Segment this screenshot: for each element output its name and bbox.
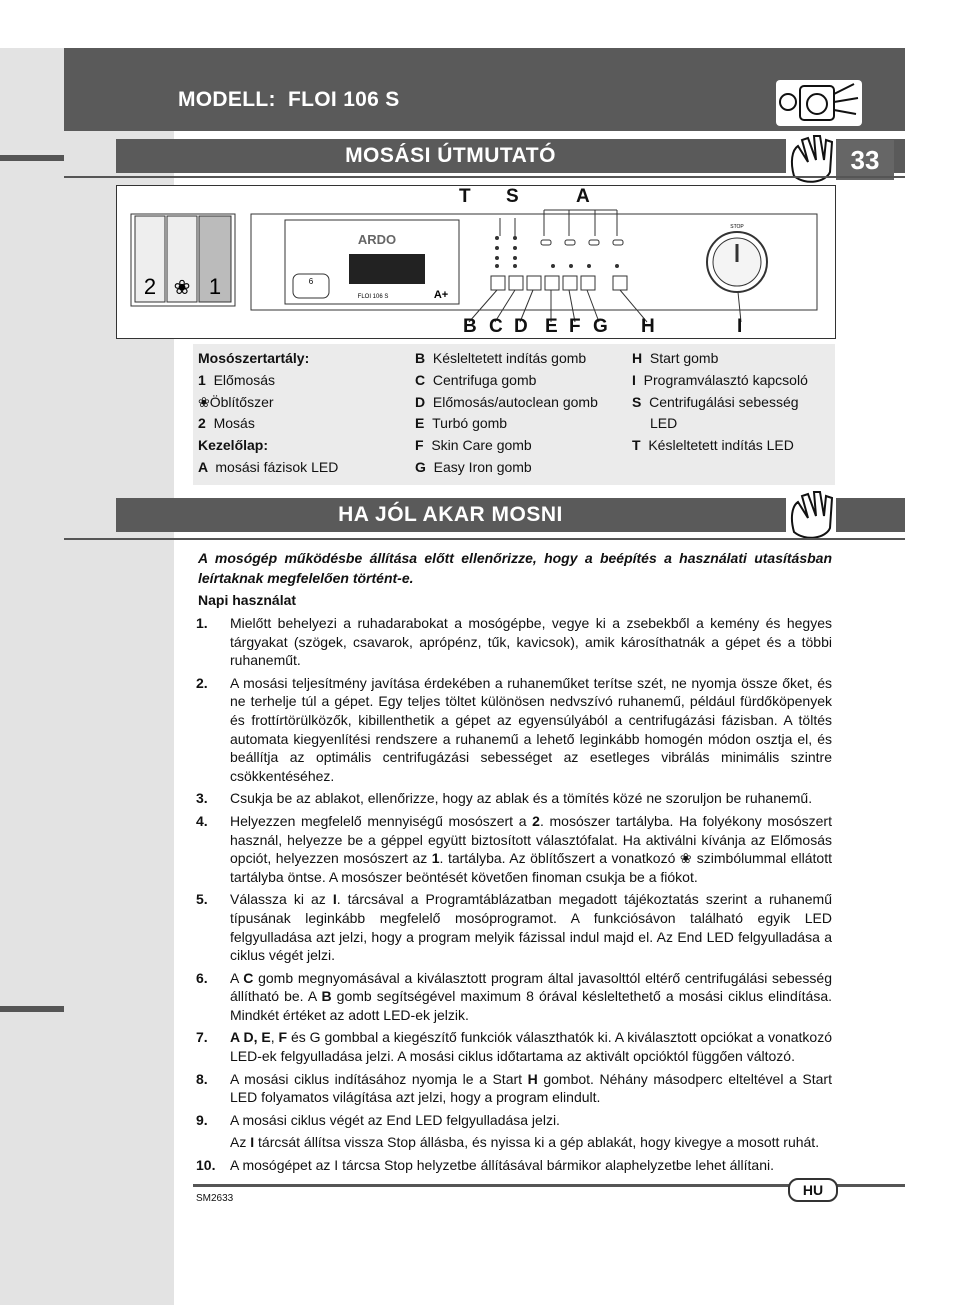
- step-number: 5.: [196, 891, 208, 908]
- margin-tick: [0, 155, 64, 161]
- legend-key: 2: [198, 415, 214, 432]
- legend-item: [198, 348, 338, 370]
- legend-key: F: [415, 437, 432, 454]
- legend-column-2: [415, 348, 598, 479]
- step-number: 6.: [196, 969, 208, 986]
- step-text: A mosási ciklus végét az End LED felgyulladása jelzi.: [230, 1111, 560, 1128]
- list-item: [196, 1133, 832, 1152]
- panel-label-h: H: [641, 316, 655, 337]
- legend-item: [415, 348, 598, 370]
- legend-text: Start gomb: [649, 350, 719, 366]
- legend-key: D: [415, 393, 433, 410]
- panel-label-g: G: [593, 316, 608, 337]
- intro-text: A mosógép működésbe állítása előtt ellenőrizze, hogy a beépítés a használati utasításban leírtaknak megfelelően történt-e.: [198, 550, 832, 586]
- legend-item: [632, 413, 808, 435]
- panel-label-i: I: [737, 316, 743, 337]
- section-title: HA JÓL AKAR MOSNI: [338, 503, 563, 526]
- legend-item: [632, 435, 808, 457]
- svg-text:6: 6: [308, 277, 314, 286]
- list-item: [196, 789, 832, 808]
- step-number: 9.: [196, 1111, 208, 1128]
- legend-key: G: [415, 458, 434, 475]
- divider: [64, 538, 905, 540]
- step-number: 3.: [196, 790, 208, 807]
- panel-label-d: D: [514, 316, 528, 337]
- legend-text: Programválasztó kapcsoló: [643, 371, 808, 388]
- step-number: 1.: [196, 615, 208, 631]
- legend-item: [415, 392, 598, 414]
- legend-text: Késleltetett indítás gomb: [432, 350, 587, 366]
- legend-item: [198, 370, 338, 392]
- panel-label-b: B: [463, 316, 477, 337]
- legend-text: Mosás: [213, 415, 255, 432]
- step-number: 8.: [196, 1070, 208, 1087]
- panel-label-s: S: [506, 186, 519, 207]
- step-number: 2.: [196, 674, 208, 691]
- hand-icon: [786, 488, 836, 542]
- legend-key: H: [632, 350, 650, 366]
- step-number: 7.: [196, 1029, 208, 1046]
- legend-text: Turbó gomb: [432, 415, 508, 432]
- dial-stop-label: STOP: [730, 224, 744, 230]
- legend-item: [198, 457, 338, 479]
- panel-label-a: A: [576, 186, 590, 207]
- legend-text: Easy Iron gomb: [433, 458, 532, 475]
- flower-icon: ❀: [198, 393, 210, 410]
- legend-text: Késleltetett indítás LED: [648, 437, 794, 454]
- page-number: 33: [836, 140, 894, 180]
- step-text: Helyezzen megfelelő mennyiségű mosószert a 2. mosószer tartályba. Ha folyékony mosószert használ, helyezze be a géppel együtt biztosított választófalat. Ha aktiválni kívánja az Előmosás opciót, helyezzen mosószert az 1. tartályba. Az öblítőszert a vonatkozó ❀ szimbólummal ellátott tartályba öntse. A mosószer beöntését követően finoman csukja be a fiókot.: [230, 812, 832, 885]
- legend-item: [198, 413, 338, 435]
- panel-label-e: E: [545, 316, 558, 337]
- legend-key: A: [198, 458, 216, 475]
- legend-key: S: [632, 393, 650, 410]
- legend-item: [198, 435, 338, 457]
- legend-item: [415, 413, 598, 435]
- legend-key: C: [415, 371, 433, 388]
- legend-key: I: [632, 371, 644, 388]
- legend-key: E: [415, 415, 433, 432]
- legend-item: [415, 435, 598, 457]
- steps-list: [196, 614, 832, 1179]
- legend-key: B: [415, 350, 433, 366]
- legend-text: Öblítőszer: [209, 393, 274, 410]
- step-number: 10.: [196, 1157, 216, 1174]
- list-item: [196, 1111, 832, 1130]
- legend-text: Skin Care gomb: [431, 437, 532, 454]
- list-item: [196, 674, 832, 786]
- legend-item: [415, 370, 598, 392]
- legend-text: Mosószertartály:: [198, 350, 310, 366]
- drawer-label-1: 1: [208, 274, 222, 299]
- step-text: A mosógépet az I tárcsa Stop helyzetbe állításával bármikor alaphelyzetbe lehet állítani.: [230, 1157, 774, 1174]
- section-title: MOSÁSI ÚTMUTATÓ: [345, 144, 556, 167]
- legend-text: Kezelőlap:: [198, 437, 269, 454]
- step-text: Válassza ki az I. tárcsával a Programtáblázatban megadott tájékoztatás szerint a ruhanemű típusának leginkább megfelelő mosóprogramot. A funkciósávon található egyik LED felgyulladása azt jelzi, hogy a program melyik fázissal indul majd el. Az End LED felgyulladása a ciklus végét jelzi.: [230, 891, 832, 964]
- legend-text: Centrifugálási sebesség: [649, 393, 799, 410]
- legend-item: [632, 370, 808, 392]
- list-item: [196, 1028, 832, 1065]
- margin-tick: [0, 1006, 64, 1012]
- document-code: SM2633: [196, 1193, 234, 1204]
- model-title: MODELL: FLOI 106 S: [178, 88, 400, 111]
- panel-label-c: C: [489, 316, 503, 337]
- list-item: [196, 1070, 832, 1107]
- legend-text: Előmosás/autoclean gomb: [432, 393, 598, 410]
- language-badge: HU: [788, 1178, 838, 1202]
- legend-column-1: [198, 348, 338, 479]
- step-number: 4.: [196, 812, 208, 829]
- divider: [64, 176, 905, 178]
- legend-text: Centrifuga gomb: [432, 371, 537, 388]
- step-number: [196, 1133, 230, 1152]
- step-text: A C gomb megnyomásával a kiválasztott program által javasolttól eltérő centrifugálási sebesség állítható be. A B gomb segítségével maximum 8 órával késleltethető a mosási ciklus elindítása. Mindkét értéket az adott LED-ek jelzik.: [230, 969, 832, 1023]
- legend-key: T: [632, 437, 649, 454]
- list-item: [196, 812, 832, 886]
- legend-key: 1: [198, 371, 214, 388]
- legend-text: mosási fázisok LED: [215, 458, 339, 475]
- legend-text: Előmosás: [213, 371, 276, 388]
- step-text: A D, E, F és G gombbal a kiegészítő funkciók választhatók ki. A kiválasztott opciókat a vonatkozó LED-ek felgyulladása jelzi. A mosási ciklus időtartama az aktivált opcióktól függően változó.: [230, 1029, 832, 1065]
- list-item: [196, 614, 832, 670]
- step-text: Mielőtt behelyezi a ruhadarabokat a mosógépbe, vegye ki a zsebekből a kemény és hegyes tárgyakat (szögek, csavarok, aprópénz, tűk, kavicsok), amik károsíthatnák a gépet és a többi ruhaneműt.: [230, 615, 832, 669]
- step-text: Az I tárcsát állítsa vissza Stop állásba, és nyissa ki a gép ablakát, hogy kivegye a mosott ruhát.: [230, 1134, 820, 1151]
- list-item: [196, 1156, 832, 1175]
- panel-label-t: T: [459, 186, 471, 207]
- control-panel-diagram: [116, 185, 836, 339]
- legend-item: [198, 392, 338, 414]
- svg-text:❀: ❀: [173, 275, 191, 299]
- brand-logo: ARDO: [357, 232, 397, 247]
- subheading: Napi használat: [198, 592, 297, 608]
- legend-text: LED: [650, 415, 678, 432]
- step-text: A mosási teljesítmény javítása érdekében a ruhaneműket terítse szét, ne nyomja össze őket, és ne terhelje túl a gépet. Egy teljes töltet különösen nedvszívó ruhanemű, például fürdőköpenyek és frottírtörülközők, kibillenthetik a gépet az egyensúlyából a centrifugázási fázisban. A töltés automata kiegyenlítési rendszere a ruhanemű a lehető leginkább homogén módon osztja el, és beállítja az optimális centrifugázási sebességet az esetleges vibrálás minimális szintre csökkentéséhez.: [230, 674, 832, 784]
- step-text: A mosási ciklus indításához nyomja le a Start H gombot. Néhány másodperc elteltével a Start LED folyamatos világítása azt jelzi, hogy a program elindult.: [230, 1070, 832, 1106]
- legend-item: [415, 457, 598, 479]
- drawer-label-2: 2: [143, 274, 157, 299]
- energy-label: A+: [433, 289, 449, 301]
- legend-column-3: [632, 348, 808, 457]
- panel-model-small: FLOI 106 S: [357, 294, 389, 300]
- panel-label-f: F: [569, 316, 581, 337]
- list-item: [196, 890, 832, 964]
- legend-item: [632, 348, 808, 370]
- mascot-washer-icon: [776, 80, 862, 126]
- list-item: [196, 969, 832, 1025]
- legend-item: [632, 392, 808, 414]
- step-text: Csukja be az ablakot, ellenőrizze, hogy az ablak és a tömítés közé ne szoruljon be ruhanemű.: [230, 790, 813, 807]
